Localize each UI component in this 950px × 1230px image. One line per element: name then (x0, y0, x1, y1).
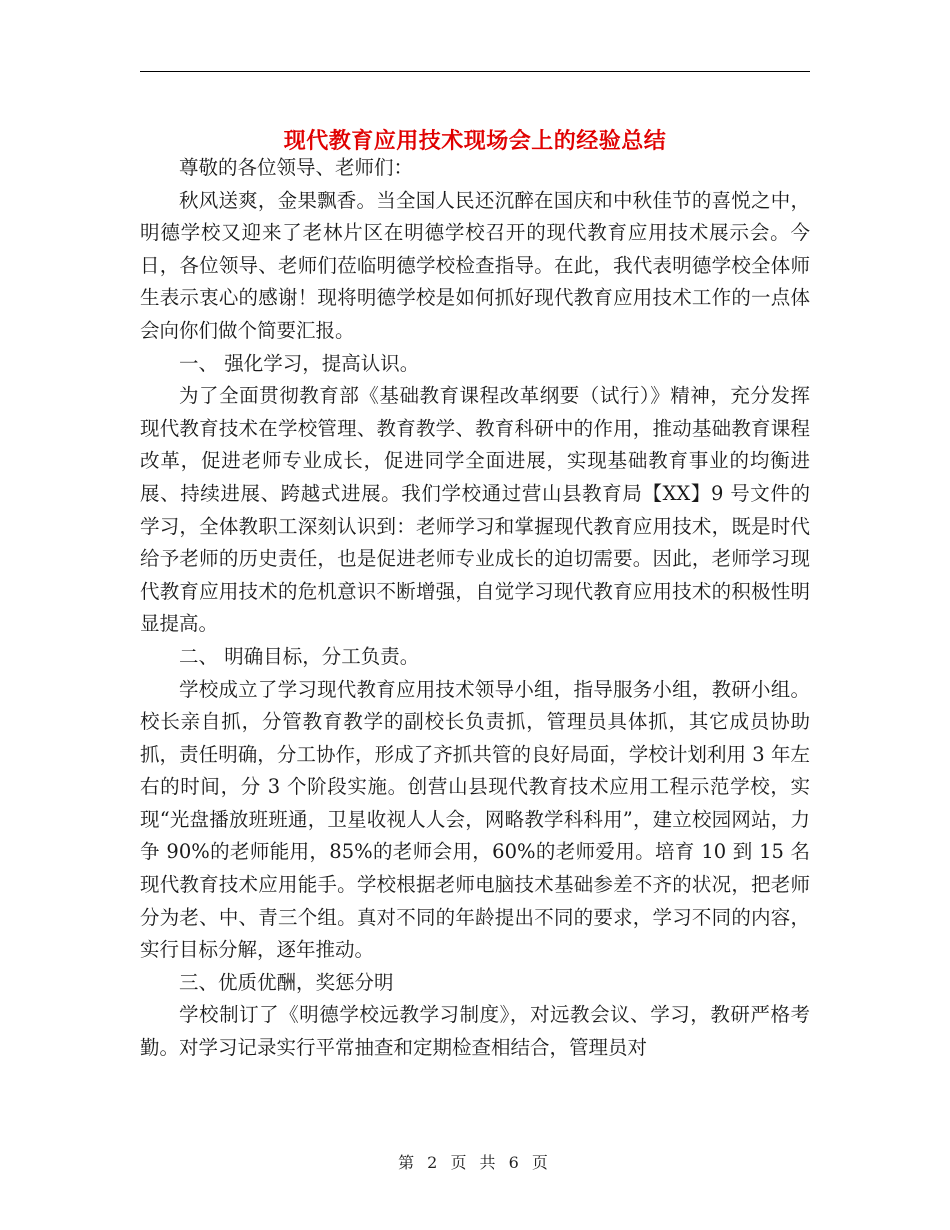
section-heading-2: 二、 明确目标，分工负责。 (179, 644, 420, 668)
section-2-paragraph: 学校成立了学习现代教育应用技术领导小组，指导服务小组，教研小组。校长亲自抓，分管教育教学的副校长负责抓，管理员具体抓，其它成员协助抓，责任明确，分工协作，形成了齐抓共管的良好局面，学校计划利用 3 年左右的时间，分 3 个阶段实施。创营山县现代教育技术应用工程示范学校，实现“光盘播放班班通，卫星收视人人会，网略教学科科用”，建立校园网站，力争 90%的老师能用，85%的老师会用，60%的老师爱用。培育 10 到 15 名现代教育技术应用能手。学校根据老师电脑技术基础参差不齐的状况，把老师分为老、中、青三个组。真对不同的年龄提出不同的要求，学习不同的内容，实行目标分解，逐年推动。 (140, 677, 810, 962)
section-1-paragraph: 为了全面贯彻教育部《基础教育课程改革纲要（试行）》精神，充分发挥现代教育技术在学校管理、教育教学、教育科研中的作用，推动基础教育课程改革，促进老师专业成长，促进同学全面进展，实现基础教育事业的均衡进展、持续进展、跨越式进展。我们学校通过营山县教育局【XX】9 号文件的学习，全体教职工深刻认识到：老师学习和掌握现代教育应用技术，既是时代给予老师的历史责任，也是促进老师专业成长的迫切需要。因此，老师学习现代教育应用技术的危机意识不断增强，自觉学习现代教育应用技术的积极性明显提高。 (140, 384, 810, 636)
section-heading-1: 一、 强化学习，提高认识。 (179, 351, 420, 375)
intro-paragraph: 秋风送爽，金果飘香。当全国人民还沉醉在国庆和中秋佳节的喜悦之中，明德学校又迎来了老林片区在明德学校召开的现代教育应用技术展示会。今日，各位领导、老师们莅临明德学校检查指导。在此，我代表明德学校全体师生表示衷心的感谢！现将明德学校是如何抓好现代教育应用技术工作的一点体会向你们做个简要汇报。 (140, 188, 810, 342)
header-rule (140, 71, 810, 72)
page-footer: 第 2 页 共 6 页 (398, 1153, 552, 1172)
document-title: 现代教育应用技术现场会上的经验总结 (283, 127, 667, 154)
section-3-paragraph: 学校制订了《明德学校远教学习制度》，对远教会议、学习，教研严格考勤。对学习记录实行平常抽查和定期检查相结合，管理员对 (140, 1003, 810, 1060)
document-body (140, 152, 810, 1065)
salutation: 尊敬的各位领导、老师们： (179, 156, 414, 179)
section-heading-3: 三、优质优酬，奖惩分明 (179, 970, 394, 994)
